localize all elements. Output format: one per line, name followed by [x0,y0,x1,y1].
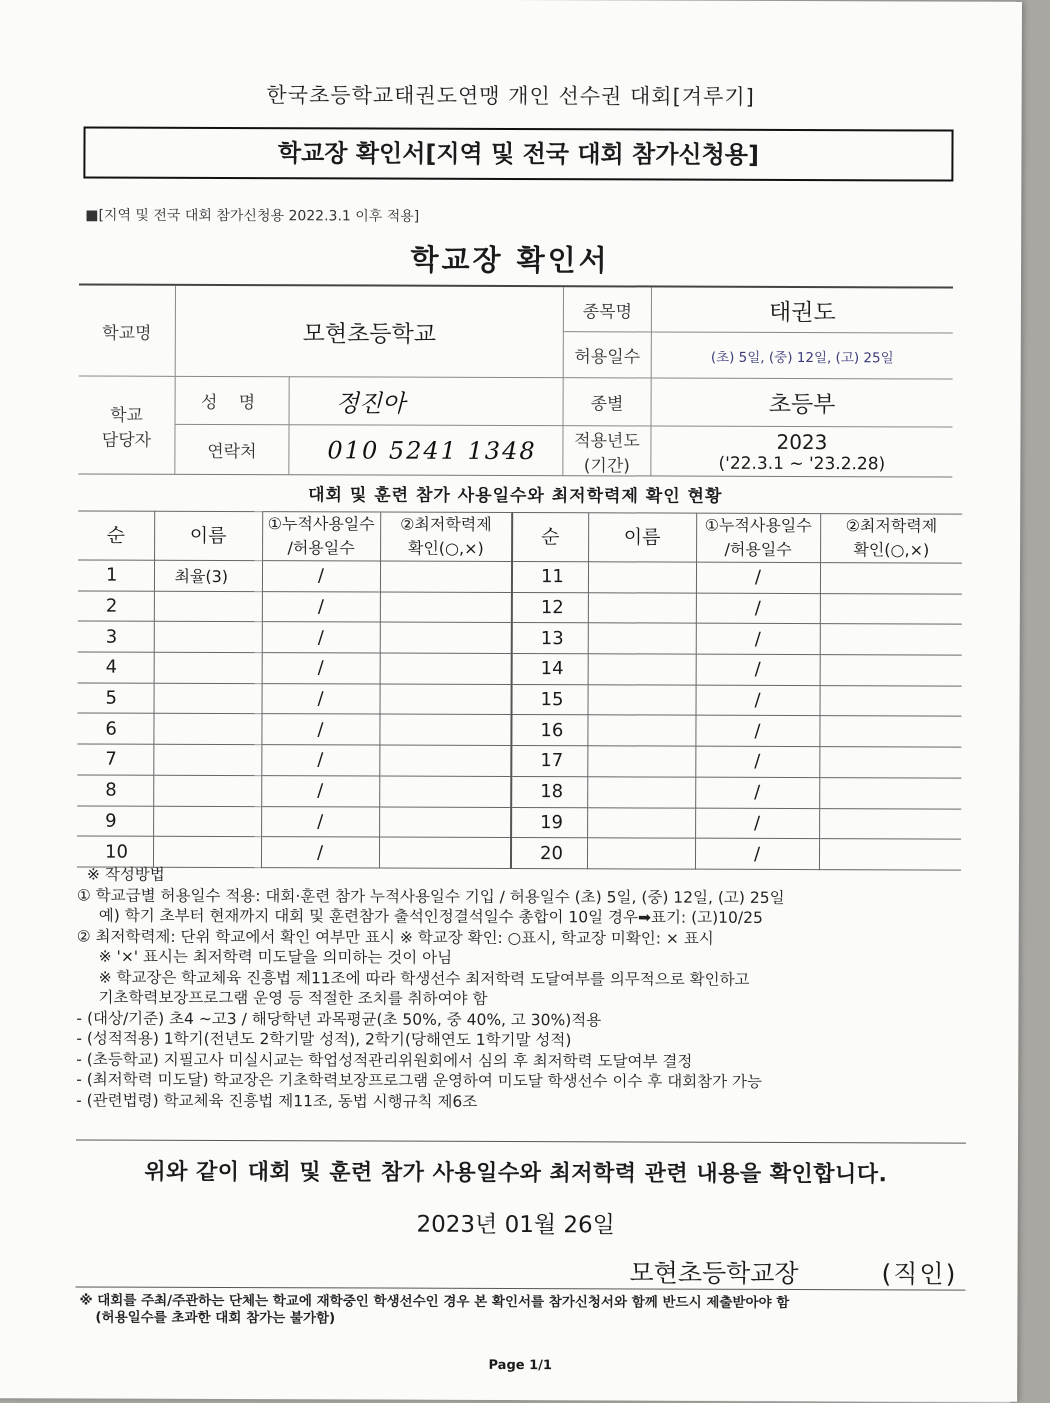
instruction-heading: ※ 작성방법 [86,865,165,884]
official-seal: (직인) [881,1259,958,1289]
instruction-line: ※ '×' 표시는 최저학력 미도달을 의미하는 것이 아님 [98,947,453,967]
school-label: 학교명 [102,323,152,344]
instruction-line: ① 학교급별 허용일수 적용: 대회·훈련 참가 누적사용일수 기입 / 허용일수 (초) 5일, (중) 12일, (고) 25일 [76,885,785,907]
footnote: ※ 대회를 주최/주관하는 단체는 학교에 재학중인 학생선수인 경우 본 확인서를 참가신청서와 함께 반드시 제출받아야 함 (허용일수를 초과한 대회 참가는 불가함) [79,1292,790,1327]
header-days: ①누적사용일수 /허용일수 [262,512,380,561]
year: 2023 [776,429,828,454]
header-days: ①누적사용일수 /허용일수 [696,513,820,562]
document-title: 학교장 확인서 [410,242,610,278]
participation-table [77,510,962,870]
instruction-line: 기초학력보장프로그램 운영 등 적절한 조치를 취하여야 함 [98,988,488,1008]
instruction-line: - (초등학교) 지필고사 미실시교는 학업성적관리위원회에서 심의 후 최저학력 도달여부 결정 [76,1049,693,1071]
table-row: 3 / 13 / [78,621,962,655]
allowed-days-value: (초) 5일, (중) 12일, (고) 25일 [651,331,953,378]
header-name: 이름 [154,511,262,560]
header-order: 순 [78,511,154,560]
divider [76,1139,966,1143]
page-number: Page 1/1 [488,1357,552,1374]
table-row: 9 / 19 / [77,805,961,839]
table-header-row [78,511,962,563]
instruction-line: - (대상/기준) 초4 ~고3 / 해당학년 과목평균(초 50%, 중 40%, 고 30%)적용 [76,1008,602,1029]
year-label: 적용년도 (기간) [562,425,650,475]
year-value [650,425,952,476]
handwritten-phone: 010 5241 1348 [327,435,537,465]
table-row: 4 / 14 / [78,652,962,686]
header-name: 이름 [588,513,696,562]
instruction-line: ② 최저학력제: 단위 학교에서 확인 여부만 표시 ※ 학교장 확인: ○표시, 학교장 미확인: × 표시 [76,926,714,948]
table-row: 8 / 18 / [77,775,961,809]
name-label: 성 명 [175,376,289,424]
header-grade: ②최저학력제 확인(○,×) [820,514,962,563]
school-info-block [78,283,953,477]
table-row: 2 / 12 / [78,591,962,625]
instruction-line: - (관련법령) 학교체육 진흥법 제11조, 동법 시행규칙 제6조 [76,1090,478,1111]
header-grade: ②최저학력제 확인(○,×) [380,512,512,561]
phone-value [288,424,562,475]
table-row: 10 / 20 / [77,836,961,870]
table-row: 6 / 16 / [77,713,961,747]
status-section-title: 대회 및 훈련 참가 사용일수와 최저학력제 확인 현황 [308,485,723,507]
header-order: 순 [512,513,588,562]
phone-label: 연락처 [174,424,288,474]
division-value: 초등부 [651,377,953,426]
instruction-line: ※ 학교장은 학교체육 진흥법 제11조에 따라 학생선수 최저학력 도달여부를 의무적으로 확인하고 [98,968,750,989]
competition-header: 한국초등학교태권도연맹 개인 선수권 대회[겨루기] [266,83,755,109]
event-value: 태권도 [651,287,953,332]
instruction-line: 예) 학기 초부터 현재까지 대회 및 훈련참가 출석인정결석일수 총합이 10일 경우➡표기: (고)10/25 [98,906,763,927]
applicability-note: ■[지역 및 전국 대회 참가신청용 2022.3.1 이후 적용] [85,207,420,225]
instruction-line: - (성적적용) 1학기(전년도 2학기말 성적), 2학기(당해연도 1학기말 성적) [76,1029,572,1050]
writing-instructions [76,864,957,1113]
confirmation-statement: 위와 같이 대회 및 훈련 참가 사용일수와 최저학력 관련 내용을 확인합니다. [144,1159,888,1188]
table-row: 1 최율(3) / 11 / [78,560,962,594]
name-value [289,376,563,425]
contact-person-label: 학교 담당자 [78,375,174,473]
boxed-title: 학교장 확인서[지역 및 전국 대회 참가신청용] [83,127,953,182]
handwritten-name: 정진아 [335,389,406,418]
issue-date: 2023년 01월 26일 [416,1211,615,1239]
table-row: 7 / 17 / [77,744,961,778]
period: ('22.3.1 ~ '23.2.28) [718,453,886,474]
principal-name: 모현초등학교장 [629,1258,799,1289]
instruction-line: - (최저학력 미도달) 학교장은 기초학력보장프로그램 운영하여 미도달 학생선수 이수 후 대회참가 가능 [76,1070,763,1091]
table-row: 5 / 15 / [78,683,962,717]
division-label: 종별 [563,377,651,425]
divider [76,1286,966,1290]
school-value: 모현초등학교 [175,286,563,377]
allowed-days-label: 허용일수 [563,331,651,377]
event-label: 종목명 [563,287,651,331]
